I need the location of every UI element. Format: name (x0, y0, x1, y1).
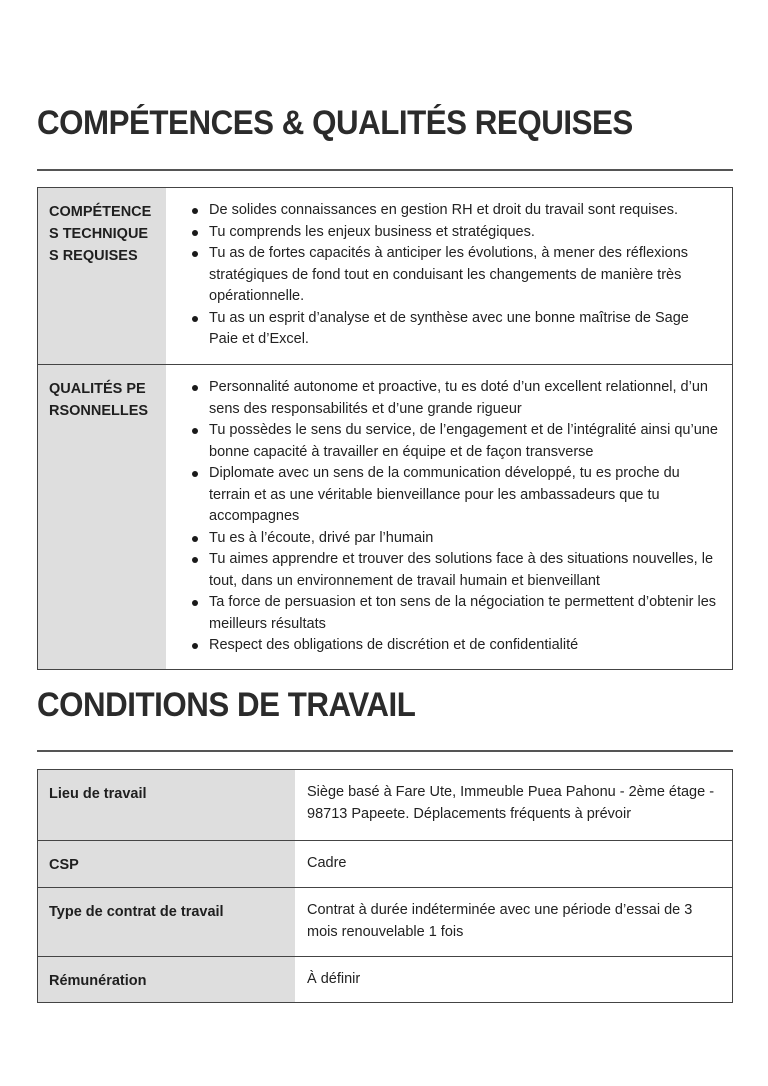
list-item: Tu as un esprit d’analyse et de synthèse avec une bonne maîtrise de Sage Paie et d’Excel. (190, 308, 720, 351)
row-label: Type de contrat de travail (38, 888, 295, 956)
section-title-conditions: CONDITIONS DE TRAVAIL (37, 686, 416, 724)
list-item: Tu as de fortes capacités à anticiper les évolutions, à mener des réflexions stratégiques de fond tout en conduisant les changements de manière très opérationnelle. (190, 243, 720, 308)
row-value: À définir (307, 971, 361, 987)
list-item: De solides connaissances en gestion RH et droit du travail sont requises. (190, 200, 720, 222)
list-item: Diplomate avec un sens de la communication développé, tu es proche du terrain et as une véritable bienveillance pour les ambassadeurs que tu accompagnes (190, 463, 720, 528)
row-content (166, 365, 732, 669)
row-label: Lieu de travail (38, 770, 295, 840)
list-item: Respect des obligations de discrétion et de confidentialité (190, 635, 720, 657)
competences-table (37, 187, 733, 670)
list-item: Ta force de persuasion et ton sens de la négociation te permettent d’obtenir les meilleurs résultats (190, 592, 720, 635)
conditions-table (37, 769, 733, 1003)
list-item: Tu possèdes le sens du service, de l’engagement et de l’intégralité ainsi qu’une bonne capacité à travailler en équipe et de façon transverse (190, 420, 720, 463)
row-label: CSP (38, 841, 295, 887)
table-row-qualites-personnelles (38, 364, 732, 669)
row-value: Cadre (307, 855, 347, 871)
table-row-remuneration (38, 956, 732, 1002)
list-item: Tu es à l’écoute, drivé par l’humain (190, 528, 720, 550)
table-row-csp (38, 840, 732, 887)
row-label: QUALITÉS PERSONNELLES (38, 365, 166, 669)
section-title-competences: COMPÉTENCES & QUALITÉS REQUISES (37, 104, 633, 142)
bullet-list (190, 377, 720, 657)
section-divider (37, 169, 733, 171)
row-content (166, 188, 732, 364)
table-row-lieu (38, 770, 732, 840)
row-value: Siège basé à Fare Ute, Immeuble Puea Pahonu - 2ème étage - 98713 Papeete. Déplacements fréquents à prévoir (307, 784, 715, 822)
table-row-contrat (38, 887, 732, 956)
list-item: Tu aimes apprendre et trouver des solutions face à des situations nouvelles, le tout, dans un environnement de travail humain et bienveillant (190, 549, 720, 592)
row-label: Rémunération (38, 957, 295, 1002)
row-value: Contrat à durée indéterminée avec une période d’essai de 3 mois renouvelable 1 fois (307, 902, 693, 940)
section-divider (37, 750, 733, 752)
row-label: COMPÉTENCES TECHNIQUES REQUISES (38, 188, 166, 364)
list-item: Tu comprends les enjeux business et stratégiques. (190, 222, 720, 244)
table-row-competences-techniques (38, 188, 732, 364)
list-item: Personnalité autonome et proactive, tu es doté d’un excellent relationnel, d’un sens des responsabilités et d’une grande rigueur (190, 377, 720, 420)
bullet-list (190, 200, 720, 351)
